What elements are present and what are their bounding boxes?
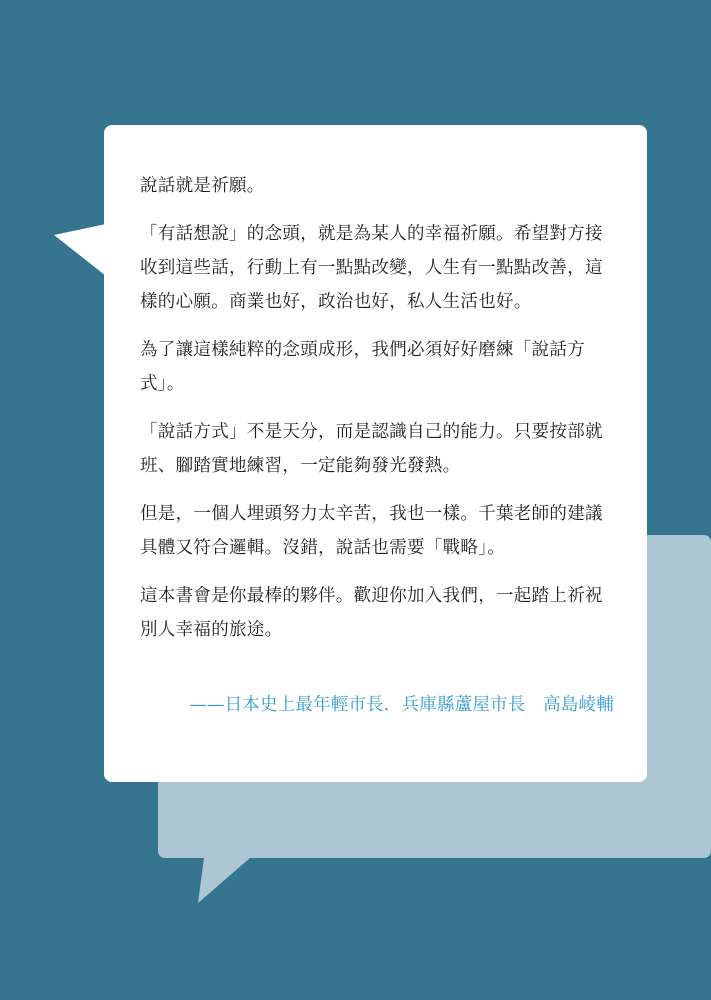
quote-card <box>104 125 647 782</box>
card-text <box>140 169 620 661</box>
paragraph-3: 為了讓這樣純粹的念頭成形，我們必須好好磨練「說話方式」。 <box>140 340 585 394</box>
signature-line: ——日本史上最年輕市長．兵庫縣蘆屋市長 高島崚輔 <box>189 695 614 715</box>
paragraph-1: 說話就是祈願。 <box>140 176 265 196</box>
paragraph-4: 「說話方式」不是天分，而是認識自己的能力。只要按部就班、腳踏實地練習，一定能夠發光發熱。 <box>140 422 603 476</box>
paragraph-5: 但是，一個人埋頭努力太辛苦，我也一樣。千葉老師的建議具體又符合邏輯。沒錯，說話也需要「戰略」。 <box>140 504 603 558</box>
paragraph-2: 「有話想說」的念頭，就是為某人的幸福祈願。希望對方接收到這些話，行動上有一點點改變，人生有一點點改善，這樣的心願。商業也好，政治也好，私人生活也好。 <box>140 224 603 312</box>
paragraph-6: 這本書會是你最棒的夥伴。歡迎你加入我們，一起踏上祈祝別人幸福的旅途。 <box>140 586 603 640</box>
